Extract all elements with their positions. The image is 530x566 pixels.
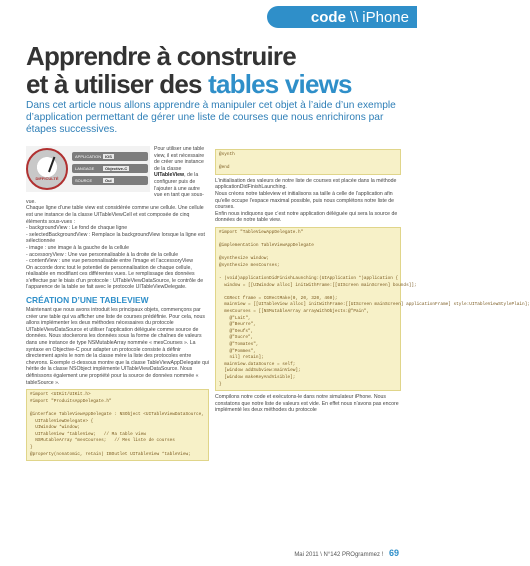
bullet-item: - backgroundView : Le fond de chaque ligne [26, 225, 128, 232]
code-block-header [26, 389, 209, 461]
code-line: [window addSubview:mainView]; [219, 368, 301, 374]
code-line: mainView = [[UITableView alloc] initWithFrame:[[UIScreen mainScreen] applicationFrame] style:UITableViewStylePlain]; [219, 302, 530, 308]
section-masthead [267, 6, 417, 28]
code-line: UITableViewDelegate> { [30, 418, 94, 424]
code-line: mainView.dataSource = self; [219, 361, 296, 367]
gauge-value: IOS [105, 154, 112, 159]
gauge-key: APPLICATION [75, 154, 102, 159]
bullet-item: - selectedBackgroundView : Remplace la backgroundView lorsque la ligne est sélectionnée [26, 231, 205, 245]
code-line: nil] retain]; [219, 355, 264, 361]
difficulty-dial [26, 148, 68, 190]
section-label: code [310, 8, 346, 26]
code-line: @property(nonatomic, retain) IBOutlet UITableView *tableView; [30, 451, 191, 457]
right-paragraph-1: L’initialisation des valeurs de notre liste de courses est placée dans la méthode applicationDidFinishLaunching. [215, 177, 397, 191]
gauge-value: Objective-C [105, 166, 128, 171]
gauge-key: LANGAGE [75, 166, 95, 171]
code-line: @synthesize mesCourses; [219, 262, 280, 268]
title-line-1: Apprendre à construire [26, 41, 296, 71]
bullet-item: - contentView : une vue personnalisable entre l’image et l’accessoryView [26, 258, 194, 265]
left-paragraph-3: On accorde donc tout le potentiel de personnalisation de chaque cellule, réalisable en modifiant ces différentes vues. Le remplissage des données s’effectue par le biais d’un protocole : UITableViewDataSource, le contrôle de l’apparence de la table se fait avec le protocole UITableViewDelegate. [26, 264, 204, 291]
left-paragraph-2: Chaque ligne d’une table view est considérée comme une cellule. Une cellule est une instance de la classe UITableViewCell et est composée de cinq éléments sous-vues : [26, 205, 204, 225]
bullet-item: - image : une image à la gauche de la cellule [26, 244, 129, 251]
gauge-row-application [72, 152, 148, 161]
section-separator: \\ [349, 8, 359, 26]
code-line: @end [219, 165, 230, 171]
left-column [26, 146, 209, 464]
article-intro: Dans cet article nous allons apprendre à manipuler cet objet à l’aide d’un exemple d’application permettant de gérer une liste de courses que nous enrichirons par étapes successives. [26, 100, 396, 135]
code-line: window = [[UIWindow alloc] initWithFrame:[[UIScreen mainScreen] bounds]]; [219, 282, 417, 288]
code-line: #import <UIKit/UIKit.h> [30, 392, 91, 398]
code-line: CGRect frame = CGRectMake(0, 20, 320, 460); [219, 295, 338, 301]
left-p1-text: Pour utiliser une table view, il est nécessaire de créer une instance de la classe [154, 146, 205, 172]
title-line-2-prefix: et à utiliser des [26, 69, 209, 99]
page-number: 69 [388, 548, 399, 558]
code-block-implementation [215, 227, 530, 391]
code-line: [window makeKeyAndVisible]; [219, 375, 296, 380]
issue-info: Mai 2011 \ N°142 PROgrammez ! [294, 552, 384, 558]
title-line-2-accent: tables views [208, 69, 352, 99]
code-line: @"Oeufs", [219, 328, 254, 334]
left-paragraph-4: Maintenant que nous avons introduit les principaux objets, commençons par créer une table qui va afficher une liste de courses prédéfinie. Pour cela, nous allons implémenter les deux méthodes nécessaires du protocole UITableViewDataSource et utiliser l’application déléguée comme source de données. Nous stockerons les données sous la forme de chaînes de valeurs dans une instance de type NSMutableArray nommée « mesCourses ». La syntaxe en Objective-C pour adapter un protocole consiste à définir directement après le nom de la classe mère la liste des protocoles entre chevrons. Exemple ci-dessous montre que la classe TableViewAppDelegate qui hérite de la classe NSObject implémente UITableViewDataSource. Nous définissons également une propriété pour la source de données nommée « tableSource ». [26, 307, 209, 386]
code-line: UITableView *tableView; // Ma table view [30, 431, 146, 437]
gauge-row-source [72, 176, 148, 185]
gauge-key: SOURCE [75, 178, 93, 183]
code-line: #import "TableViewAppDelegate.h" [219, 229, 304, 235]
right-column [215, 146, 530, 414]
code-line: UIWindow *window; [30, 425, 81, 431]
code-line: @"Lait", [219, 315, 251, 321]
left-p1-suffix: , de la configurer puis de l’ajouter à une autre vue en tant que sous-vue. [26, 172, 204, 205]
difficulty-gauge [26, 146, 150, 192]
bullet-item: - accessoryView : Une vue personnalisable à la droite de la cellule [26, 251, 179, 258]
gauge-row-langage [72, 164, 148, 173]
section-topic: iPhone [362, 8, 409, 26]
code-line: @"Tomates", [219, 342, 259, 348]
difficulty-label: DIFFICULTÉ [35, 176, 59, 181]
code-line: } [30, 444, 33, 450]
code-line: @"Pommes", [219, 348, 256, 354]
code-line [30, 405, 205, 412]
code-line [219, 289, 397, 296]
code-line: - (void)applicationDidFinishLaunching:(UIApplication *)application { [219, 276, 399, 282]
right-paragraph-3: Enfin nous indiquons que c’est notre application déléguée qui sera la source de données de notre table view. [215, 210, 398, 224]
code-line: mesCourses = [[NSMutableArray arrayWithObjects:@"Pain", [219, 309, 370, 315]
code-line [219, 237, 397, 244]
code-line: @synthesize window; [219, 256, 270, 262]
code-line: @implementation TableViewAppDelegate [219, 243, 314, 249]
dial-needle [48, 157, 55, 173]
right-paragraph-2: Nous créons notre tableview et initialisons sa taille à celle de l’application afin qu’elle occupe l’espace maximal possible, puis nous complétons notre liste de courses. [215, 190, 395, 211]
code-line: NSMutableArray *mesCourses; // Mes liste de courses [30, 438, 175, 444]
gauge-value: Oui [105, 178, 112, 183]
code-line: @"Sucre", [219, 335, 254, 341]
section-heading: CRÉATION D’UNE TABLEVIEW [26, 295, 149, 306]
code-line [219, 250, 397, 257]
code-block-synthesize [215, 149, 401, 175]
code-line [219, 270, 397, 277]
article-title [26, 42, 386, 98]
code-line: } [219, 381, 222, 387]
code-line: #import "ProduitsAppDelegate.h" [30, 398, 112, 404]
right-paragraph-4: Compilons notre code et exécutons-le dans notre simulateur iPhone. Nous constatons que notre liste de valeurs est vide. En effet nous n’avons pas encore implémenté les deux méthodes du protocole [215, 394, 399, 414]
code-line: @interface TableViewAppDelegate : NSObject <UITableViewDataSource, [30, 411, 204, 417]
page-footer [294, 548, 399, 558]
left-p1-ref: UITableView [154, 172, 185, 179]
code-line [219, 159, 397, 166]
code-line: @"Beurre", [219, 322, 256, 328]
code-line: @synth [219, 152, 235, 157]
